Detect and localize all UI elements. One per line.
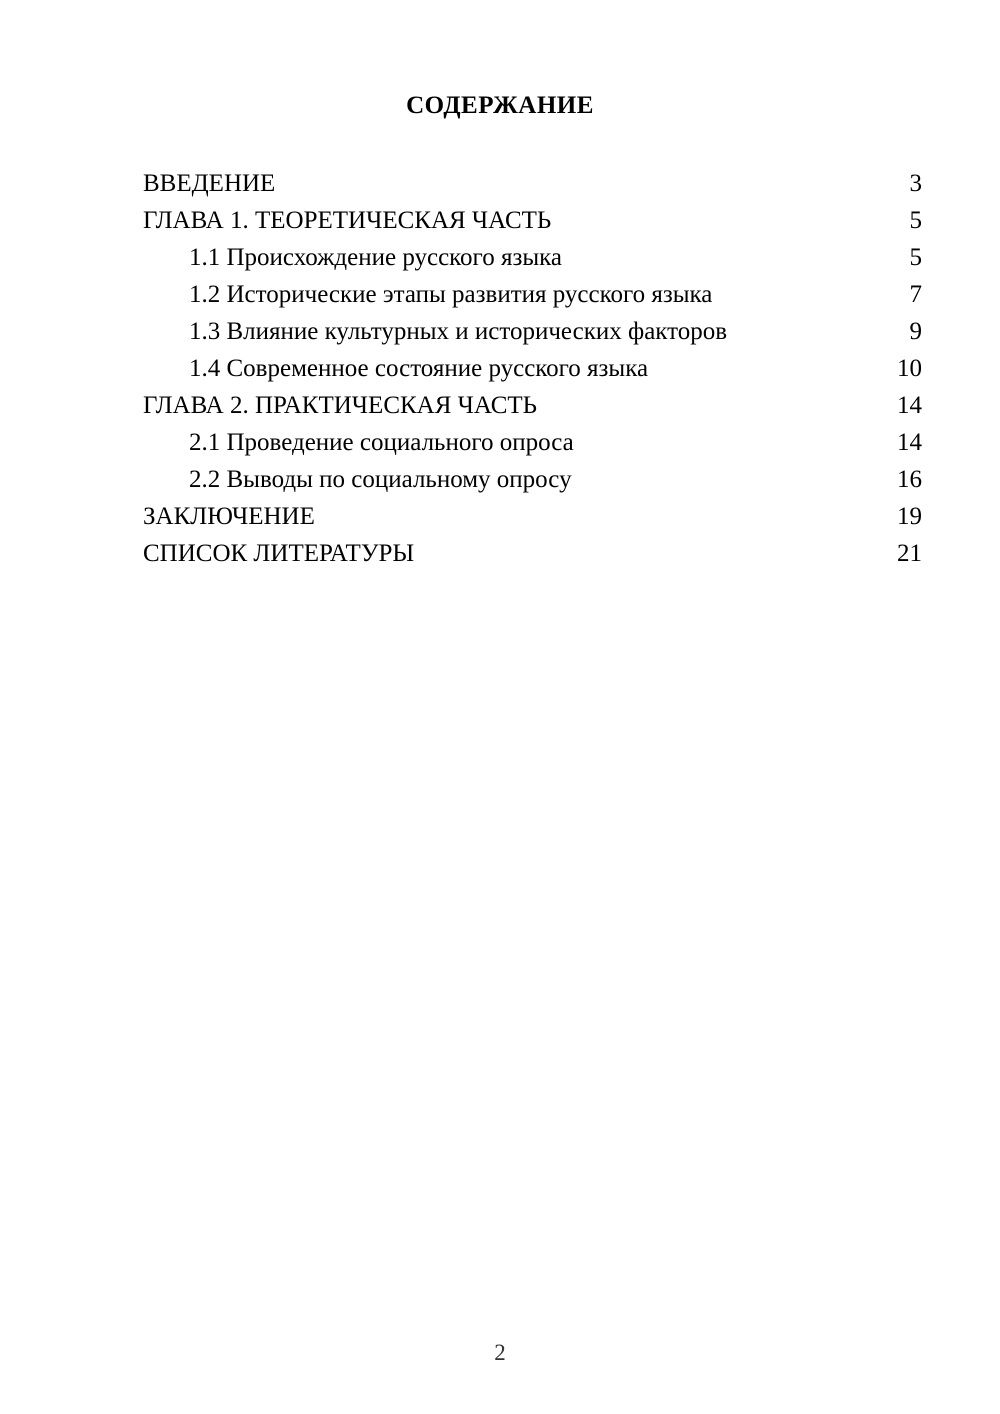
- toc-entry[interactable]: [143, 202, 922, 239]
- toc-entry-page-number: 9: [909, 318, 922, 345]
- footer-page-number: 2: [494, 1340, 506, 1365]
- toc-entry-label: ГЛАВА 2. ПРАКТИЧЕСКАЯ ЧАСТЬ: [143, 392, 538, 419]
- toc-entry-page-number: 19: [897, 503, 922, 530]
- toc-entry-label: 1.1 Происхождение русского языка: [189, 244, 562, 271]
- toc-entry-page-number: 16: [897, 466, 922, 493]
- toc-entry[interactable]: [143, 498, 922, 535]
- toc-entry[interactable]: [143, 461, 922, 498]
- toc-entry-label: 1.3 Влияние культурных и исторических факторов: [189, 318, 728, 345]
- toc-entry-page-number: 14: [897, 429, 922, 456]
- toc-entry[interactable]: [143, 387, 922, 424]
- toc-entry-label: 1.4 Современное состояние русского языка: [189, 355, 649, 382]
- toc-entry-page-number: 7: [909, 281, 922, 308]
- toc-entry[interactable]: [143, 165, 922, 202]
- toc-entry-page-number: 5: [909, 244, 922, 271]
- toc-entry-label: 1.2 Исторические этапы развития русского языка: [189, 281, 713, 308]
- toc-entry[interactable]: [143, 350, 922, 387]
- toc-entry[interactable]: [143, 313, 922, 350]
- toc-entry-label: СПИСОК ЛИТЕРАТУРЫ: [143, 540, 415, 567]
- toc-entry-label: ЗАКЛЮЧЕНИЕ: [143, 503, 315, 530]
- toc-entry[interactable]: [143, 239, 922, 276]
- toc-entry-label: 2.2 Выводы по социальному опросу: [189, 466, 572, 493]
- table-of-contents: [143, 165, 922, 572]
- toc-entry-page-number: 10: [897, 355, 922, 382]
- toc-entry-label: ВВЕДЕНИЕ: [143, 170, 276, 197]
- toc-entry-label: 2.1 Проведение социального опроса: [189, 429, 574, 456]
- toc-entry-page-number: 5: [909, 207, 922, 234]
- page-title: СОДЕРЖАНИЕ: [406, 92, 594, 119]
- toc-entry[interactable]: [143, 424, 922, 461]
- toc-entry[interactable]: [143, 535, 922, 572]
- toc-entry-label: ГЛАВА 1. ТЕОРЕТИЧЕСКАЯ ЧАСТЬ: [143, 207, 552, 234]
- toc-entry-page-number: 3: [909, 170, 922, 197]
- toc-entry-page-number: 21: [897, 540, 922, 567]
- toc-entry[interactable]: [143, 276, 922, 313]
- toc-entry-page-number: 14: [897, 392, 922, 419]
